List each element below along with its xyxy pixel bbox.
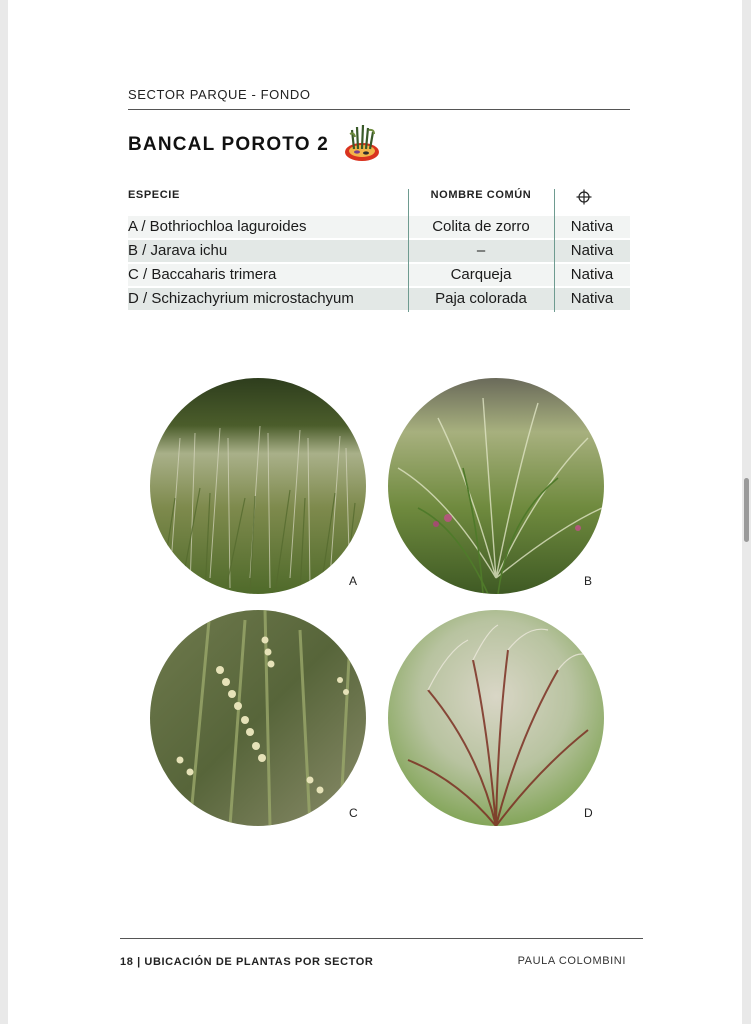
plant-photo-d — [388, 610, 604, 826]
plant-photo-b — [388, 378, 604, 594]
footer-page-section: 18 | UBICACIÓN DE PLANTAS POR SECTOR — [120, 956, 374, 968]
crosshair-icon — [576, 189, 592, 205]
species-cell: B / Jarava ichu — [128, 242, 228, 259]
photo-label-b: B — [584, 574, 593, 588]
column-divider — [408, 189, 409, 312]
scrollbar-track[interactable] — [742, 0, 751, 1024]
common-name-cell: Paja colorada — [435, 290, 527, 307]
header-divider — [128, 109, 630, 110]
common-name-cell: Colita de zorro — [432, 218, 530, 235]
common-name-cell: Carqueja — [450, 266, 512, 283]
photo-label-c: C — [349, 806, 358, 820]
column-header-species: ESPECIE — [128, 189, 180, 201]
page-title: BANCAL POROTO 2 — [128, 134, 329, 155]
document-page — [8, 0, 742, 1024]
column-header-common-name: NOMBRE COMÚN — [430, 189, 532, 201]
plant-photo-c — [150, 610, 366, 826]
origin-cell: Nativa — [570, 218, 614, 235]
origin-cell: Nativa — [570, 266, 614, 283]
species-cell: D / Schizachyrium microstachyum — [128, 290, 354, 307]
species-cell: C / Baccaharis trimera — [128, 266, 277, 283]
footer-divider — [120, 938, 643, 939]
plant-photo-a — [150, 378, 366, 594]
origin-cell: Nativa — [570, 242, 614, 259]
photo-label-d: D — [584, 806, 593, 820]
column-divider — [554, 189, 555, 312]
species-cell: A / Bothriochloa laguroides — [128, 218, 307, 235]
sector-heading: SECTOR PARQUE - FONDO — [128, 87, 311, 102]
photo-label-a: A — [349, 574, 358, 588]
scrollbar-thumb[interactable] — [744, 478, 749, 542]
footer-author: PAULA COLOMBINI — [517, 955, 626, 967]
origin-cell: Nativa — [570, 290, 614, 307]
common-name-cell: – — [476, 242, 486, 259]
bean-bed-logo — [342, 122, 382, 164]
